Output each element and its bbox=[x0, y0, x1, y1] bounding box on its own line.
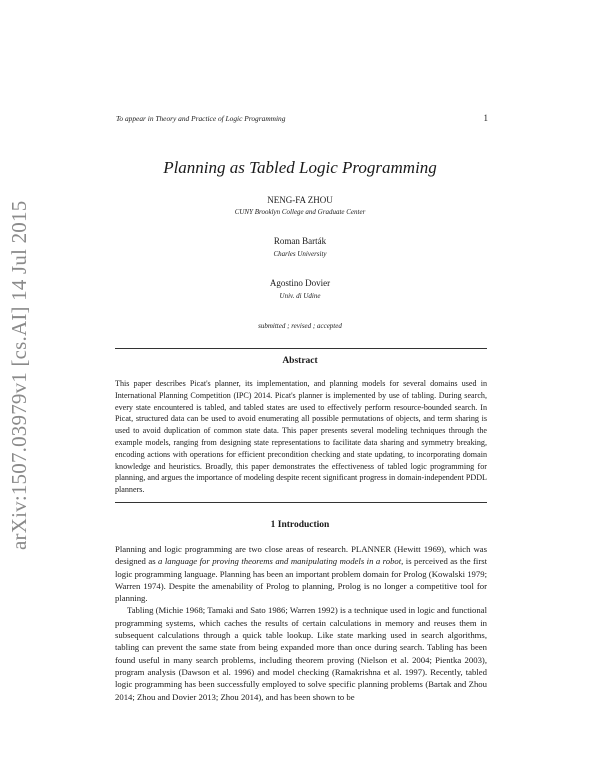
introduction-body bbox=[115, 543, 487, 703]
arxiv-identifier: arXiv:1507.03979v1 [cs.AI] 14 Jul 2015 bbox=[7, 200, 31, 550]
author-affiliation: Univ. di Udine bbox=[279, 292, 321, 300]
abstract-heading: Abstract bbox=[282, 356, 318, 366]
author-name: Agostino Dovier bbox=[269, 278, 331, 288]
abstract-bottom-rule bbox=[115, 502, 487, 503]
author-affiliation: CUNY Brooklyn College and Graduate Center bbox=[234, 208, 366, 216]
section-heading: 1 Introduction bbox=[270, 520, 330, 530]
text-run: , is perceived as the first logic programming language. Planning has been an important problem domain for Prolog (Kowalski 1979; Warren 1974). Despite the amenability of Prolog to planning, Prolog is no longer a competitive tool for planning. bbox=[115, 556, 488, 604]
running-head: To appear in Theory and Practice of Logic Programming bbox=[116, 114, 286, 123]
paper-title: Planning as Tabled Logic Programming bbox=[163, 158, 437, 177]
submission-dates: submitted ; revised ; accepted bbox=[258, 322, 342, 330]
italic-text-run: a language for proving theorems and manipulating models in a robot bbox=[158, 556, 402, 567]
author-name: Roman Barták bbox=[273, 236, 327, 246]
author-affiliation: Charles University bbox=[273, 250, 327, 258]
abstract-top-rule bbox=[115, 348, 487, 349]
paragraph bbox=[115, 543, 487, 604]
abstract-text: This paper describes Picat's planner, its implementation, and planning models for several domains used in International Planning Competition (IPC) 2014. Picat's planner is implemented by use of tabling. During search, every state encountered is tabled, and tabled states are used to effectively perform resource-bounded search. In Picat, structured data can be used to avoid enumerating all possible permutations of objects, and term sharing is used to avoid duplication of common state data. This paper presents several modeling techniques through the example models, ranging from designing state representations to facilitate data sharing and symmetry breaking, encoding actions with operations for efficient precondition checking and state updating, to incorporating domain knowledge and heuristics. Broadly, this paper demonstrates the effectiveness of tabled logic programming for planning, and argues the importance of modeling despite recent significant progress in domain-independent PDDL planners. bbox=[115, 379, 487, 495]
paragraph: Tabling (Michie 1968; Tamaki and Sato 1986; Warren 1992) is a technique used in logic and functional programming systems, which caches the results of certain calculations in memory and reuses them in subsequent calculations through a quick table lookup. Like state marking used in search algorithms, tabling can prevent the same state from being expanded more than once during search. Tabling has been found useful in many search problems, including theorem proving (Nielson et al. 2004; Pientka 2003), program analysis (Dawson et al. 1996) and model checking (Ramakrishna et al. 1997). Recently, tabled logic programming has been successfully employed to solve specific planning problems (Bartak and Zhou 2014; Zhou and Dovier 2013; Zhou 2014), and has been shown to be bbox=[115, 605, 487, 702]
author-name: NENG-FA ZHOU bbox=[267, 195, 333, 205]
text-run: Planning and logic programming are two close areas of research. PLANNER (Hewitt 1969), which was designed as bbox=[115, 544, 487, 567]
page-number: 1 bbox=[483, 113, 488, 123]
